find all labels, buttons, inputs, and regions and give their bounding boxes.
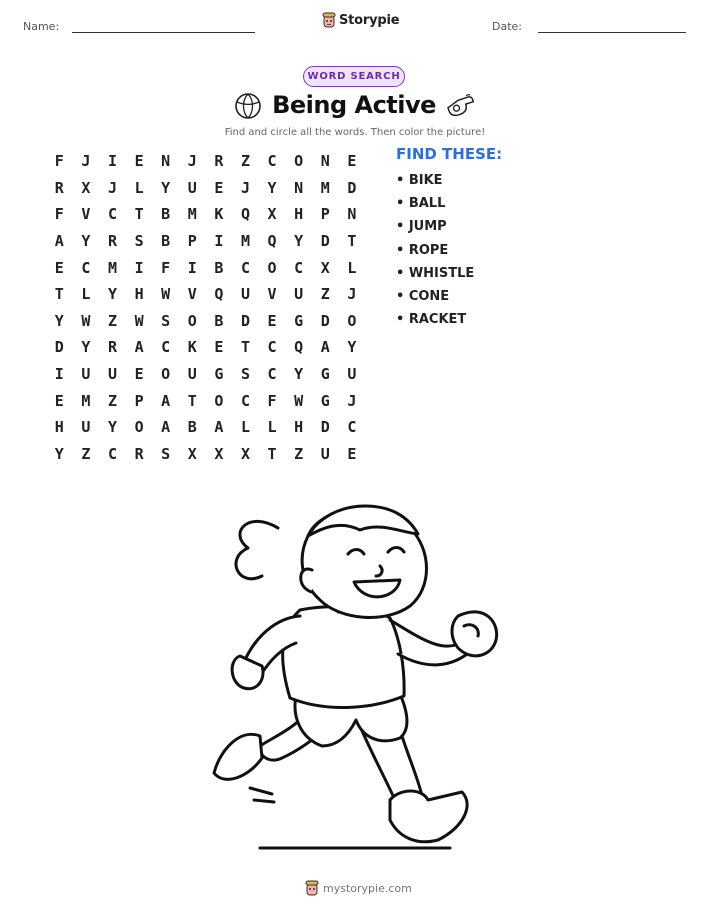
grid-cell[interactable]: C [240,391,250,410]
grid-cell[interactable]: Q [294,338,304,357]
grid-cell[interactable]: W [81,311,91,330]
grid-cell[interactable]: B [187,418,197,437]
grid-cell[interactable]: T [347,232,357,251]
grid-cell[interactable]: X [267,205,277,224]
grid-cell[interactable]: O [161,365,171,384]
grid-cell[interactable]: J [81,152,91,171]
grid-cell[interactable]: E [54,391,64,410]
grid-cell[interactable]: Y [107,418,117,437]
grid-cell[interactable]: U [294,285,304,304]
grid-cell[interactable]: C [267,365,277,384]
grid-cell[interactable]: T [187,391,197,410]
grid-cell[interactable]: V [81,205,91,224]
grid-cell[interactable]: K [214,205,224,224]
grid-cell[interactable]: S [161,444,171,463]
grid-cell[interactable]: W [134,311,144,330]
grid-cell[interactable]: C [347,418,357,437]
grid-cell[interactable]: H [294,418,304,437]
date-line [538,32,686,33]
word-list-item: • JUMP [396,219,447,235]
grid-cell[interactable]: M [320,178,330,197]
word-list-item: • BIKE [396,173,443,188]
word-list-item: • CONE [396,288,450,304]
grid-cell[interactable]: Z [294,444,304,463]
word-list-item: • WHISTLE [396,265,475,281]
grid-cell[interactable]: L [81,285,91,304]
grid-cell[interactable]: U [187,365,197,384]
grid-cell[interactable]: C [107,205,117,224]
running-girl-illustration [200,488,510,858]
grid-cell[interactable]: B [161,205,171,224]
grid-cell[interactable]: P [187,232,197,251]
whistle-icon [444,92,476,118]
grid-cell[interactable]: T [240,338,250,357]
grid-cell[interactable]: U [240,285,250,304]
grid-cell[interactable]: B [214,258,224,277]
grid-cell[interactable]: Y [347,338,357,357]
word-list-item: • ROPE [396,242,449,258]
grid-cell[interactable]: F [267,391,277,410]
grid-cell[interactable]: N [320,152,330,171]
grid-cell[interactable]: G [294,311,304,330]
grid-cell[interactable]: J [347,285,357,304]
word-list [396,170,474,332]
grid-cell[interactable]: E [214,178,224,197]
grid-cell[interactable]: E [214,338,224,357]
grid-cell[interactable]: N [294,178,304,197]
grid-cell[interactable]: I [214,232,224,251]
grid-cell[interactable]: O [294,152,304,171]
brand-name: Storypie [339,12,400,28]
grid-cell[interactable]: X [187,444,197,463]
grid-cell[interactable]: Y [54,311,64,330]
grid-cell[interactable]: I [187,258,197,277]
grid-cell[interactable]: N [347,205,357,224]
grid-cell[interactable]: R [54,178,64,197]
grid-cell[interactable]: L [347,258,357,277]
footer [305,880,412,896]
grid-cell[interactable]: Y [294,365,304,384]
grid-cell[interactable]: E [347,152,357,171]
grid-cell[interactable]: Z [81,444,91,463]
grid-cell[interactable]: R [107,232,117,251]
grid-cell[interactable]: H [54,418,64,437]
grid-cell[interactable]: D [320,418,330,437]
grid-cell[interactable]: A [320,338,330,357]
grid-cell[interactable]: I [134,258,144,277]
grid-cell[interactable]: J [240,178,250,197]
grid-cell[interactable]: Q [267,232,277,251]
grid-cell[interactable]: V [187,285,197,304]
grid-cell[interactable]: M [81,391,91,410]
grid-cell[interactable]: Q [214,285,224,304]
grid-cell[interactable]: C [81,258,91,277]
grid-cell[interactable]: X [240,444,250,463]
instructions: Find and circle all the words. Then color the picture! [224,127,486,138]
grid-cell[interactable]: T [267,444,277,463]
grid-cell[interactable]: A [161,391,171,410]
grid-cell[interactable]: W [294,391,304,410]
grid-cell[interactable]: G [320,391,330,410]
grid-cell[interactable]: Y [161,178,171,197]
grid-cell[interactable]: S [161,311,171,330]
grid-cell[interactable]: X [81,178,91,197]
grid-cell[interactable]: H [134,285,144,304]
grid-cell[interactable]: P [134,391,144,410]
grid-cell[interactable]: W [161,285,171,304]
grid-cell[interactable]: Y [267,178,277,197]
grid-cell[interactable]: J [107,178,117,197]
grid-cell[interactable]: F [161,258,171,277]
grid-cell[interactable]: C [294,258,304,277]
grid-cell[interactable]: E [267,311,277,330]
grid-cell[interactable]: E [54,258,64,277]
grid-cell[interactable]: J [187,152,197,171]
name-label: Name: [23,20,60,33]
grid-cell[interactable]: R [134,444,144,463]
grid-cell[interactable]: V [267,285,277,304]
grid-cell[interactable]: G [320,365,330,384]
grid-cell[interactable]: D [240,311,250,330]
grid-cell[interactable]: T [54,285,64,304]
grid-cell[interactable]: G [214,365,224,384]
grid-cell[interactable]: U [187,178,197,197]
grid-cell[interactable]: I [107,152,117,171]
grid-cell[interactable]: U [81,365,91,384]
grid-cell[interactable]: A [134,338,144,357]
grid-cell[interactable]: C [240,258,250,277]
grid-cell[interactable]: U [81,418,91,437]
grid-cell[interactable]: D [320,232,330,251]
grid-cell[interactable]: A [214,418,224,437]
grid-cell[interactable]: U [347,365,357,384]
footer-url[interactable]: mystorypie.com [323,881,412,895]
grid-cell[interactable]: B [214,311,224,330]
grid-cell[interactable]: N [161,152,171,171]
grid-cell[interactable]: F [54,205,64,224]
grid-cell[interactable]: A [161,418,171,437]
grid-cell[interactable]: Q [240,205,250,224]
grid-cell[interactable]: O [187,311,197,330]
grid-cell[interactable]: C [161,338,171,357]
grid-cell[interactable]: O [134,418,144,437]
grid-cell[interactable]: D [320,311,330,330]
grid-cell[interactable]: Y [54,444,64,463]
grid-cell[interactable]: D [54,338,64,357]
word-list-item: • BALL [396,196,446,212]
grid-cell[interactable]: U [320,444,330,463]
grid-cell[interactable]: L [267,418,277,437]
grid-cell[interactable]: O [347,311,357,330]
grid-cell[interactable]: U [107,365,117,384]
grid-cell[interactable]: B [161,232,171,251]
grid-cell[interactable]: J [347,391,357,410]
grid-cell[interactable]: Z [107,311,117,330]
word-list-item: • RACKET [396,312,467,328]
word-search-badge: WORD SEARCH [303,66,405,87]
grid-cell[interactable]: Y [81,338,91,357]
grid-cell[interactable]: L [134,178,144,197]
grid-cell[interactable]: O [267,258,277,277]
grid-cell[interactable]: H [294,205,304,224]
grid-cell[interactable]: Y [294,232,304,251]
grid-cell[interactable]: X [320,258,330,277]
word-search-grid [46,148,365,467]
grid-cell[interactable]: R [107,338,117,357]
grid-cell[interactable]: R [214,152,224,171]
grid-cell[interactable]: M [187,205,197,224]
grid-cell[interactable]: E [134,152,144,171]
grid-cell[interactable]: K [187,338,197,357]
grid-cell[interactable]: Y [107,285,117,304]
grid-cell[interactable]: S [240,365,250,384]
find-these-heading: FIND THESE: [396,145,503,163]
grid-cell[interactable]: C [107,444,117,463]
grid-cell[interactable]: S [134,232,144,251]
brand [322,12,399,28]
grid-cell[interactable]: L [240,418,250,437]
grid-cell[interactable]: C [267,338,277,357]
name-line [72,32,255,33]
grid-cell[interactable]: Z [320,285,330,304]
grid-cell[interactable]: I [54,365,64,384]
grid-cell[interactable]: Z [107,391,117,410]
grid-cell[interactable]: M [240,232,250,251]
grid-cell[interactable]: C [267,152,277,171]
page-title: Being Active [272,91,436,119]
grid-cell[interactable]: X [214,444,224,463]
storypie-logo-icon [322,12,336,28]
grid-cell[interactable]: T [134,205,144,224]
grid-cell[interactable]: E [347,444,357,463]
grid-cell[interactable]: Z [240,152,250,171]
date-label: Date: [492,20,522,33]
grid-cell[interactable]: E [134,365,144,384]
grid-cell[interactable]: Y [81,232,91,251]
grid-cell[interactable]: O [214,391,224,410]
grid-cell[interactable]: A [54,232,64,251]
storypie-logo-icon [305,880,319,896]
grid-cell[interactable]: F [54,152,64,171]
grid-cell[interactable]: P [320,205,330,224]
grid-cell[interactable]: M [107,258,117,277]
grid-cell[interactable]: D [347,178,357,197]
